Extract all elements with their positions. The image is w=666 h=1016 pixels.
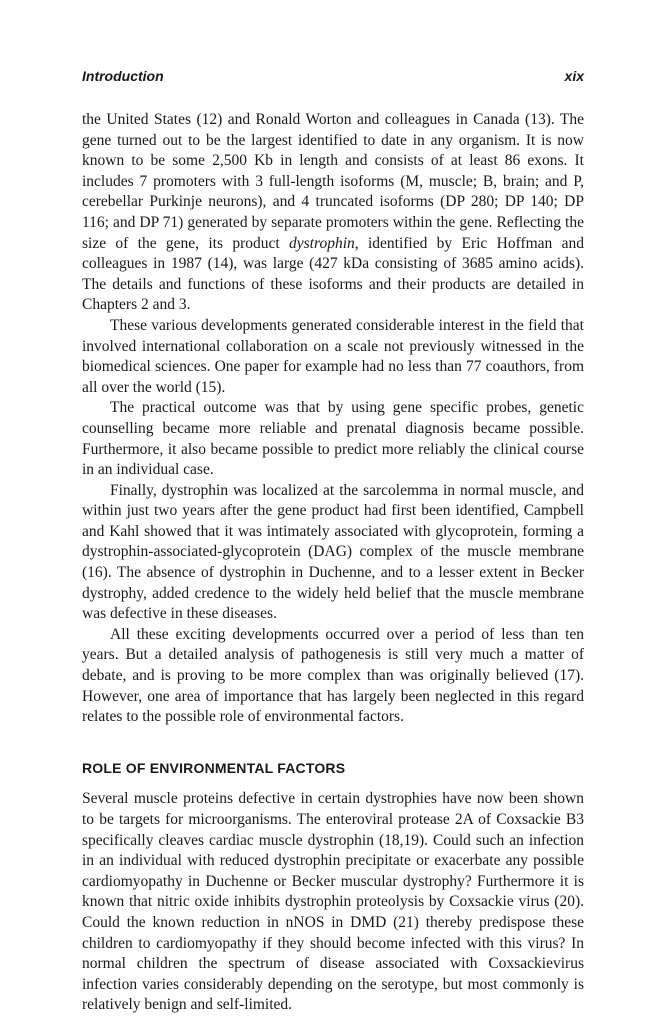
paragraph: Finally, dystrophin was localized at the sarcolemma in normal muscle, and within just two years after the gene product had first been identified, Campbell and Kahl showed that it was intimately associated with glycoprotein, forming a dystrophin-associated-glycoprotein (DAG) complex of the muscle membrane (16). The absence of dystrophin in Duchenne, and to a lesser extent in Becker dystrophy, added credence to the widely held belief that the muscle membrane was defective in these diseases.: [82, 481, 584, 623]
paragraph: The practical outcome was that by using gene specific probes, genetic counselling became more reliable and prenatal diagnosis became possible. Furthermore, it also became possible to predict more reliably the clinical course in an individual case.: [82, 399, 584, 479]
paragraph-segment: the United States (12) and Ronald Worton and colleagues in Canada (13). The gene turned out to be the largest identified to date in any organism. It is now known to be some 2,500 Kb in length and consists of at least 86 exons. It includes 7 promoters with 3 full-length isoforms (M, muscle; B, brain; and P, cerebellar Purkinje neurons), and 4 truncated isoforms (DP 280; DP 140; DP 116; and DP 71) generated by separate promoters within the gene. Reflecting the size of the gene, its product: [82, 111, 584, 252]
body-text: [82, 110, 584, 1016]
italic-term: dystrophin: [289, 234, 355, 252]
paragraph: All these exciting developments occurred over a period of less than ten years. But a detailed analysis of pathogenesis is still very much a matter of debate, and is proving to be more complex than was originally believed (17). However, one area of importance that has largely been neglected in this regard relates to the possible role of environmental factors.: [82, 625, 584, 726]
paragraph-segment: , identified by Eric Hoffman and colleagues in 1987 (14), was large (427 kDa consisting of 3685 amino acids). The details and functions of these isoforms and their products are detailed in Chapters 2 and 3.: [82, 234, 585, 314]
section-paragraph: Several muscle proteins defective in certain dystrophies have now been shown to be targets for microorganisms. The enteroviral protease 2A of Coxsackie B3 specifically cleaves cardiac muscle dystrophin (18,19). Could such an infection in an individual with reduced dystrophin precipitate or exacerbate any possible cardiomyopathy in Duchenne or Becker muscular dystrophy? Furthermore it is known that nitric oxide inhibits dystrophin proteolysis by Coxsackie virus (20). Could the known reduction in nNOS in DMD (21) thereby predispose these children to cardiomyopathy if they should become infected with this virus? In normal children the spectrum of disease associated with Coxsackievirus infection varies considerably depending on the serotype, but most commonly is relatively benign and self-limited.: [82, 790, 584, 1014]
section-heading: ROLE OF ENVIRONMENTAL FACTORS: [82, 759, 346, 776]
chapter-title: Introduction: [82, 68, 164, 84]
page-number: xix: [564, 68, 584, 84]
paragraph: These various developments generated considerable interest in the field that involved international collaboration on a scale not previously witnessed in the biomedical sciences. One paper for example had no less than 77 coauthors, from all over the world (15).: [82, 316, 584, 396]
paragraph-continued: [82, 110, 584, 316]
